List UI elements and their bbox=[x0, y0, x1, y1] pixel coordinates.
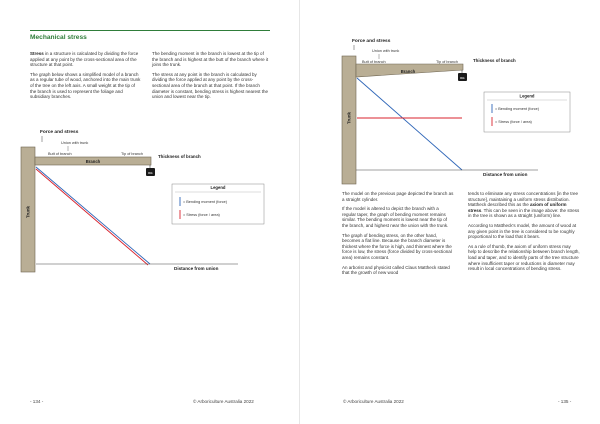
paragraph: If the model is altered to depict the branch with a regular taper, the graph of bending moment remains similar. The bending moment is lowest near the tip of the branch, and highest near the union with the trunk. bbox=[342, 206, 449, 228]
legend-item-stress: = Stress (force / area) bbox=[183, 213, 220, 217]
legend-item-bending: = Bending moment (force) bbox=[183, 200, 228, 204]
paragraph: The stress at any point in the branch is calculated by dividing the force applied at any point by the cross-sectional area of the branch at that point. If the branch diameter is constant, bending stress is highest nearest the union and lowest near the tip. bbox=[152, 71, 269, 100]
paragraph: The graph of bending stress, on the other hand, becomes a flat line. Because the branch diameter is thickest where the force is high, and thinnest where the force is low, the stress (force divided by cross-sectional area) remains constant. bbox=[342, 232, 452, 260]
distance-label: Distance from union bbox=[174, 266, 219, 271]
trunk-label: Trunk bbox=[346, 112, 352, 124]
page-number: - 135 - bbox=[558, 399, 572, 404]
bending-moment-line bbox=[36, 167, 153, 264]
paragraph: According to Mattheck's model, the amount of wood at any given point in the tree is considered to be roughly proportional to the load that it bears. bbox=[468, 222, 577, 240]
force-label: Force and stress bbox=[352, 39, 391, 44]
legend-box bbox=[172, 184, 264, 224]
thickness-label: Thickness of branch bbox=[158, 154, 201, 159]
butt-label: Butt of branch bbox=[48, 152, 72, 156]
legend-item-stress: = Stress (force / area) bbox=[495, 120, 532, 124]
branch-label: Branch bbox=[85, 158, 101, 164]
right-text-column-2 bbox=[468, 191, 580, 276]
paragraph: Stress in a structure is calculated by dividing the force applied at any point by the cross-sectional area of the structure at that point. bbox=[30, 51, 139, 68]
union-label: Union with trunk bbox=[61, 141, 89, 145]
legend-title: Legend bbox=[519, 93, 535, 99]
branch-label: Branch bbox=[400, 69, 416, 74]
weight-label: KG bbox=[460, 76, 465, 80]
legend-item-bending: = Bending moment (force) bbox=[495, 107, 540, 111]
force-label: Force and stress bbox=[40, 130, 79, 135]
distance-label: Distance from union bbox=[483, 172, 528, 177]
copyright: © Arboriculture Australia 2022 bbox=[193, 399, 254, 404]
legend-title: Legend bbox=[210, 185, 226, 190]
trunk-label: Trunk bbox=[25, 206, 31, 218]
bending-moment-line bbox=[357, 76, 465, 170]
right-text-column-1 bbox=[342, 191, 454, 280]
weight-label: KG bbox=[148, 171, 153, 175]
union-label: Union with trunk bbox=[372, 49, 400, 53]
section-title: Mechanical stress bbox=[30, 34, 87, 41]
paragraph: The model on the previous page depicted the branch as a straight cylinder. bbox=[342, 191, 454, 202]
right-page bbox=[300, 0, 600, 424]
paragraph: An arborist and physicist called Claus Mattheck stated that the growth of new wood bbox=[342, 264, 450, 276]
butt-label: Butt of branch bbox=[362, 60, 386, 64]
tip-label: Tip of branch bbox=[121, 152, 144, 156]
tip-label: Tip of branch bbox=[436, 60, 459, 64]
stress-line bbox=[36, 169, 148, 265]
paragraph: The bending moment in the branch is lowest at the tip of the branch and is highest at the butt of the branch where it joins the trunk. bbox=[152, 51, 269, 68]
copyright: © Arboriculture Australia 2022 bbox=[343, 399, 404, 404]
paragraph: tends to eliminate any stress concentrations [in the tree structure], maintaining a uniform stress distribution. Mattheck described this as the axiom of uniform stress. This can be seen in the image above: the stress in the tree is shown as a straight (uniform) line. bbox=[468, 191, 580, 219]
page-number: - 134 - bbox=[30, 399, 44, 404]
paragraph: As a rule of thumb, the axiom of uniform stress may help to describe the relationship between branch length, load and taper, and to identify parts of the tree structure where insufficient taper or reductions in diameter may result in local concentrations of bending stress. bbox=[468, 243, 580, 272]
thickness-label: Thickness of branch bbox=[473, 58, 516, 63]
paragraph: The graph below shows a simplified model of a branch as a regular tube of wood, anchored into the main trunk of the tree on the left axis. A small weight at the tip of the branch is used to represent the foliage and subsidiary branches. bbox=[30, 71, 141, 100]
